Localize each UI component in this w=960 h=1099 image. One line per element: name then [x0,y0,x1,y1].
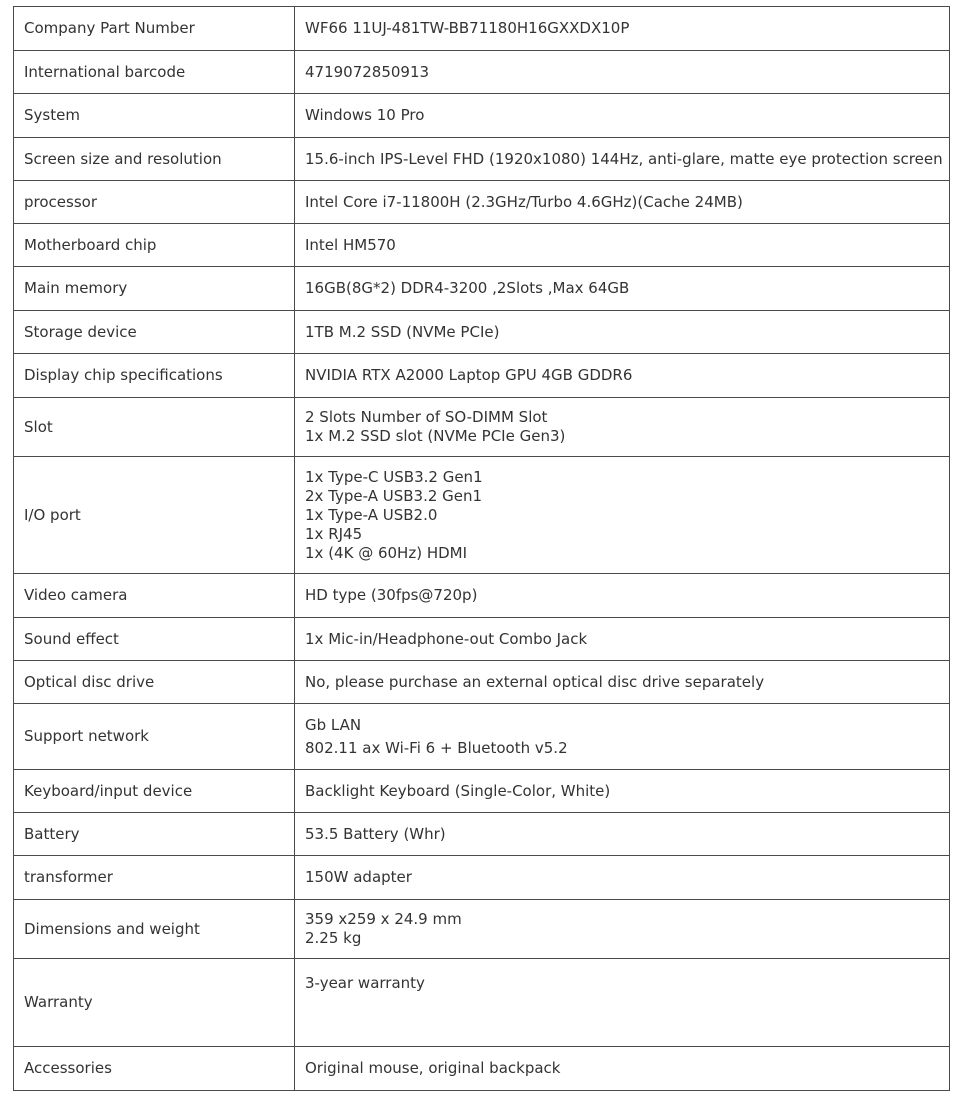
table-row [14,354,950,398]
table-row [14,959,950,1047]
spec-value-line: No, please purchase an external optical disc drive separately [305,672,765,691]
table-row [14,1047,950,1091]
spec-value-line: 1x M.2 SSD slot (NVMe PCIe Gen3) [305,427,566,445]
spec-value-line: 2.25 kg [305,929,362,947]
spec-value [295,311,950,354]
spec-label: Main memory [14,267,295,311]
table-row [14,900,950,959]
spec-value [295,457,950,574]
table-row [14,704,950,770]
spec-value-line: Backlight Keyboard (Single-Color, White) [305,781,611,800]
spec-value-line: Intel HM570 [305,235,396,254]
table-row [14,661,950,704]
spec-value-line: 53.5 Battery (Whr) [305,824,446,843]
spec-label: Warranty [14,959,295,1047]
spec-value-line: HD type (30fps@720p) [305,586,478,604]
spec-value-line: 2x Type-A USB3.2 Gen1 [305,486,483,505]
table-row [14,94,950,138]
spec-value-line: 359 x259 x 24.9 mm [305,910,462,928]
spec-value-line: 1x (4K @ 60Hz) HDMI [305,543,468,562]
table-row [14,398,950,457]
spec-value-line: 15.6-inch IPS-Level FHD (1920x1080) 144Hz, anti-glare, matte eye protection screen [305,149,943,168]
spec-value [295,51,950,94]
spec-value [295,813,950,856]
spec-value [295,704,950,770]
spec-label: Support network [14,704,295,770]
table-row [14,138,950,181]
spec-label: processor [14,181,295,224]
spec-value-line: 2 Slots Number of SO-DIMM Slot [305,408,548,426]
spec-value [295,398,950,457]
spec-label: Dimensions and weight [14,900,295,959]
spec-value-line: 1TB M.2 SSD (NVMe PCIe) [305,322,500,341]
table-row [14,856,950,900]
spec-value-line: 1x Mic-in/Headphone-out Combo Jack [305,629,588,648]
table-row [14,7,950,51]
table-row [14,267,950,311]
table-row [14,457,950,574]
spec-label: Motherboard chip [14,224,295,267]
spec-value [295,138,950,181]
spec-label: Slot [14,398,295,457]
spec-value-line: 802.11 ax Wi-Fi 6 + Bluetooth v5.2 [305,738,568,757]
spec-value-line: Original mouse, original backpack [305,1059,561,1077]
spec-value [295,181,950,224]
spec-value-line: WF66 11UJ-481TW-BB71180H16GXXDX10P [305,19,630,37]
spec-value [295,94,950,138]
table-row [14,813,950,856]
spec-value [295,267,950,311]
table-row [14,181,950,224]
spec-value [295,900,950,959]
spec-label: Keyboard/input device [14,770,295,813]
spec-value [295,7,950,51]
spec-label: International barcode [14,51,295,94]
table-row [14,224,950,267]
spec-value [295,224,950,267]
table-row [14,51,950,94]
spec-label: transformer [14,856,295,900]
spec-label: Optical disc drive [14,661,295,704]
spec-value [295,661,950,704]
spec-value-line: 150W adapter [305,868,412,886]
spec-value-line: 4719072850913 [305,62,430,81]
spec-value-line: 1x Type-C USB3.2 Gen1 [305,467,483,486]
spec-table [13,6,950,1091]
spec-value-line: 1x RJ45 [305,524,363,543]
spec-label: Storage device [14,311,295,354]
spec-value [295,856,950,900]
spec-value-line: Intel Core i7-11800H (2.3GHz/Turbo 4.6GHz)(Cache 24MB) [305,192,743,211]
spec-value [295,574,950,618]
spec-value-line: NVIDIA RTX A2000 Laptop GPU 4GB GDDR6 [305,366,633,384]
spec-label: I/O port [14,457,295,574]
spec-label: Screen size and resolution [14,138,295,181]
spec-value-line: Windows 10 Pro [305,106,425,124]
spec-table-body [14,7,950,1091]
spec-value [295,354,950,398]
spec-value-line: Gb LAN [305,715,362,734]
spec-label: Video camera [14,574,295,618]
table-row [14,311,950,354]
spec-value [295,770,950,813]
spec-label: Battery [14,813,295,856]
spec-value [295,1047,950,1091]
table-row [14,618,950,661]
spec-value-line: 16GB(8G*2) DDR4-3200 ,2Slots ,Max 64GB [305,279,630,297]
spec-value [295,618,950,661]
spec-value [295,959,950,1047]
spec-value-line: 1x Type-A USB2.0 [305,505,438,524]
spec-label: Company Part Number [14,7,295,51]
table-row [14,770,950,813]
spec-value-line: 3-year warranty [305,974,425,992]
spec-label: Sound effect [14,618,295,661]
spec-label: Accessories [14,1047,295,1091]
spec-label: System [14,94,295,138]
table-row [14,574,950,618]
spec-label: Display chip specifications [14,354,295,398]
